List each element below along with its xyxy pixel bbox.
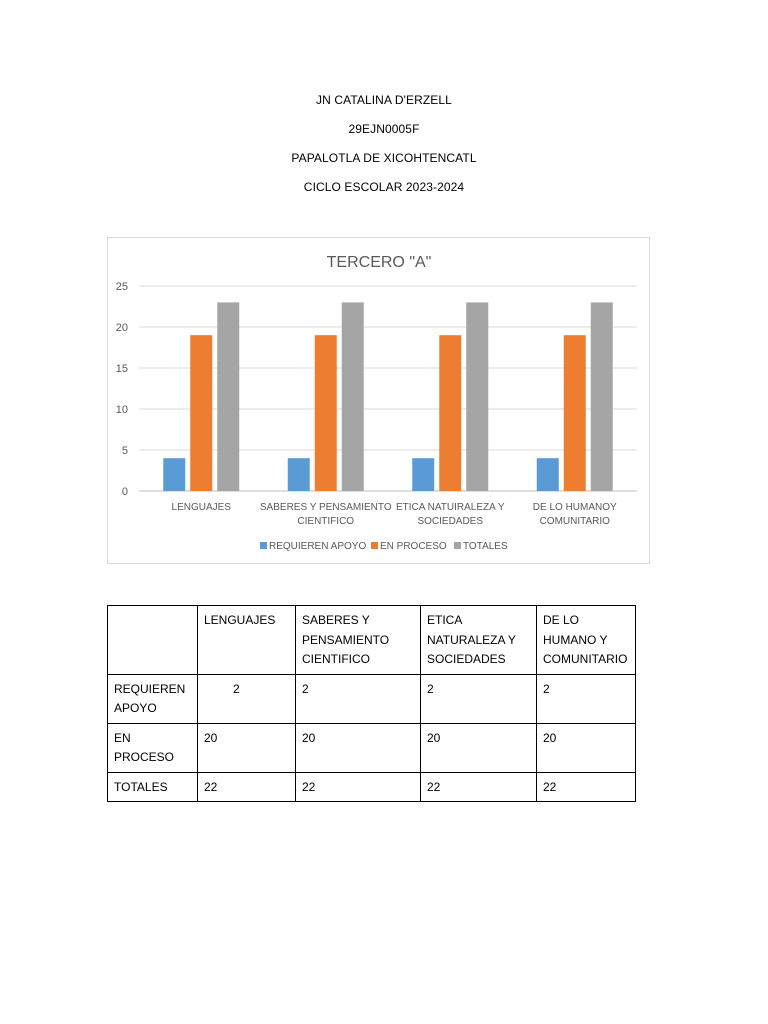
bar: [217, 302, 239, 491]
y-tick-label: 15: [115, 363, 128, 375]
bar: [564, 335, 586, 491]
x-tick-label: ETICA NATUIRALEZA Y: [395, 502, 505, 513]
table-header-cell: ETICA NATURALEZA Y SOCIEDADES: [421, 606, 537, 675]
table-cell: 2: [296, 674, 421, 723]
bar: [591, 302, 613, 491]
table-row-label: EN PROCESO: [108, 723, 198, 772]
bar: [537, 458, 559, 491]
legend-swatch: [371, 542, 378, 549]
bar: [412, 458, 434, 491]
x-tick-label: SABERES Y PENSAMIENTO: [259, 502, 392, 513]
y-tick-label: 5: [121, 445, 128, 457]
school-location: PAPALOTLA DE XICOHTENCATL: [291, 151, 477, 165]
table-row: [108, 723, 636, 772]
x-tick-label: COMUNITARIO: [539, 516, 610, 527]
table-cell: 20: [421, 723, 537, 772]
legend-swatch: [454, 542, 461, 549]
table-cell: 20: [198, 723, 296, 772]
chart-title: TERCERO "A": [326, 254, 432, 271]
table-cell: 22: [421, 772, 537, 802]
legend-label: REQUIEREN APOYO: [269, 541, 367, 552]
table-row: [108, 772, 636, 802]
table-cell: 22: [198, 772, 296, 802]
x-tick-label: CIENTIFICO: [297, 516, 355, 527]
table-cell: 22: [296, 772, 421, 802]
table-cell: 20: [537, 723, 636, 772]
table-header-cell: LENGUAJES: [198, 606, 296, 675]
y-tick-label: 10: [115, 404, 128, 416]
bar: [342, 302, 364, 491]
table-header-cell: SABERES Y PENSAMIENTO CIENTIFICO: [296, 606, 421, 675]
legend-label: TOTALES: [463, 541, 508, 552]
chart-canvas: [108, 238, 651, 565]
bar: [190, 335, 212, 491]
x-tick-label: DE LO HUMANOY: [532, 502, 617, 513]
school-year: CICLO ESCOLAR 2023-2024: [303, 180, 465, 194]
x-tick-label: LENGUAJES: [171, 502, 231, 513]
table-cell: 2: [421, 674, 537, 723]
table-header-cell: DE LO HUMANO Y COMUNITARIO: [537, 606, 636, 675]
x-tick-label: SOCIEDADES: [417, 516, 484, 527]
bar-chart: [107, 237, 650, 564]
table-cell: 22: [537, 772, 636, 802]
table-cell: 20: [296, 723, 421, 772]
school-name: JN CATALINA D'ERZELL: [316, 93, 452, 107]
legend-swatch: [260, 542, 267, 549]
y-tick-label: 20: [115, 322, 128, 334]
table-row-label: REQUIEREN APOYO: [108, 674, 198, 723]
table-row-label: TOTALES: [108, 772, 198, 802]
table-header-row: [108, 606, 636, 675]
bar: [288, 458, 310, 491]
bar: [163, 458, 185, 491]
legend-label: EN PROCESO: [380, 541, 447, 552]
y-tick-label: 0: [121, 486, 128, 498]
school-code: 29EJN0005F: [348, 122, 420, 136]
table-header-cell: [108, 606, 198, 675]
y-tick-label: 25: [115, 281, 128, 293]
data-table: [107, 605, 636, 802]
bar: [466, 302, 488, 491]
table-row: [108, 674, 636, 723]
bar: [439, 335, 461, 491]
table-cell: 2: [537, 674, 636, 723]
bar: [315, 335, 337, 491]
table-cell: 2: [198, 674, 296, 723]
